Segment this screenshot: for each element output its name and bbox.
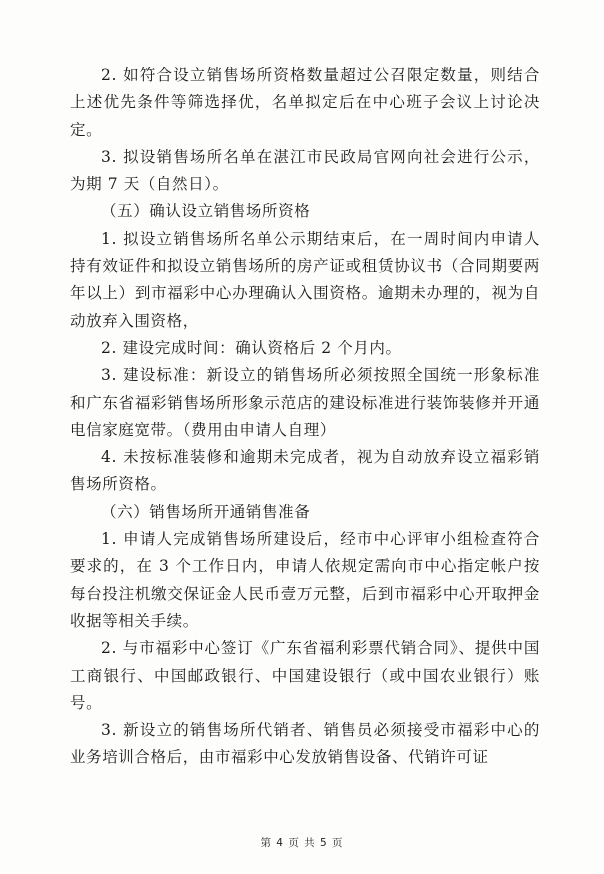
paragraph: 1. 拟设立销售场所名单公示期结束后，在一周时间内申请人持有效证件和拟设立销售场所的房产证或租赁协议书（合同期要两年以上）到市福彩中心办理确认入围资格。逾期未办理的，视为自动放弃入围资格，: [70, 229, 540, 330]
paragraph: 3. 建设标准：新设立的销售场所必须按照全国统一形象标准和广东省福彩销售场所形象示范店的建设标准进行装饰装修并开通电信家庭宽带。（费用由申请人自理）: [70, 366, 540, 439]
paragraph: 2. 如符合设立销售场所资格数量超过公召限定数量，则结合上述优先条件等筛选择优，名单拟定后在中心班子会议上讨论决定。: [70, 66, 540, 139]
paragraph: 3. 新设立的销售场所代销者、销售员必须接受市福彩中心的业务培训合格后，由市福彩中心发放销售设备、代销许可证: [70, 721, 540, 767]
paragraph: 2. 建设完成时间：确认资格后 2 个月内。: [101, 338, 402, 357]
document-body: [70, 62, 540, 772]
paragraph: 4. 未按标准装修和逾期未完成者，视为自动放弃设立福彩销售场所资格。: [70, 448, 540, 494]
section-heading: （六）销售场所开通销售准备: [101, 502, 311, 521]
paragraph: 2. 与市福彩中心签订《广东省福利彩票代销合同》、提供中国工商银行、中国邮政银行、中国建设银行（或中国农业银行）账号。: [70, 639, 540, 712]
paragraph: 3. 拟设销售场所名单在湛江市民政局官网向社会进行公示，为期 7 天（自然日）。: [70, 147, 540, 194]
paragraph: 1. 申请人完成销售场所建设后，经市中心评审小组检查符合要求的，在 3 个工作日内，申请人依规定需向市中心指定帐户按每台投注机缴交保证金人民币壹万元整，后到市福彩中心开取押金收据等相关手续。: [70, 530, 540, 630]
page-number-footer: 第 4 页 共 5 页: [260, 837, 344, 849]
section-heading: （五）确认设立销售场所资格: [101, 202, 311, 221]
